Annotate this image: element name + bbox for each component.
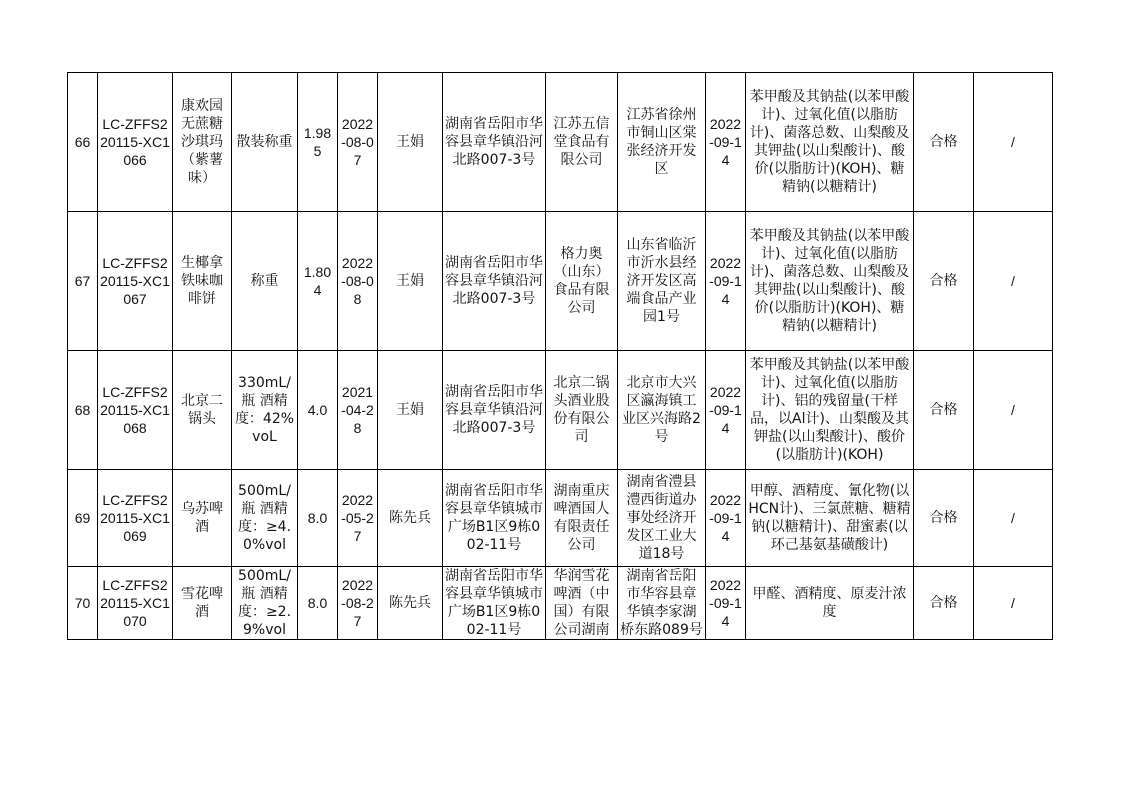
table-row [68, 470, 1053, 567]
product-name: 雪花啤酒 [173, 567, 232, 640]
producer-address: 湖南省岳阳市华容县章华镇李家湖桥东路089号 [618, 567, 706, 640]
quantity: 8.0 [298, 470, 338, 567]
sample-code: LC-ZFFS220115-XC1066 [98, 73, 173, 212]
remark: / [974, 567, 1053, 640]
sampled-unit-person: 王娟 [378, 73, 443, 212]
test-date: 2022-09-14 [706, 351, 746, 470]
row-number: 68 [68, 351, 98, 470]
producer-name: 华润雪花啤酒（中国）有限公司湖南 [546, 567, 618, 640]
test-result: 合格 [914, 212, 974, 351]
sampled-unit-person: 王娟 [378, 351, 443, 470]
sampled-address: 湖南省岳阳市华容县章华镇沿河北路007-3号 [443, 351, 546, 470]
sampled-unit-person: 王娟 [378, 212, 443, 351]
producer-address: 山东省临沂市沂水县经济开发区高端食品产业园1号 [618, 212, 706, 351]
table-row [68, 567, 1053, 640]
sampled-address: 湖南省岳阳市华容县章华镇沿河北路007-3号 [443, 212, 546, 351]
test-items: 甲醛、酒精度、原麦汁浓度 [746, 567, 914, 640]
remark: / [974, 470, 1053, 567]
test-items: 苯甲酸及其钠盐(以苯甲酸计)、过氧化值(以脂肪计)、菌落总数、山梨酸及其钾盐(以山梨酸计)、酸价(以脂肪计)(KOH)、糖精钠(以糖精计) [746, 73, 914, 212]
production-date: 2022-08-08 [338, 212, 378, 351]
sampled-address: 湖南省岳阳市华容县章华镇沿河北路007-3号 [443, 73, 546, 212]
row-number: 66 [68, 73, 98, 212]
test-result: 合格 [914, 470, 974, 567]
test-items: 苯甲酸及其钠盐(以苯甲酸计)、过氧化值(以脂肪计)、铝的残留量(干样品，以Al计)、山梨酸及其钾盐(以山梨酸计)、酸价(以脂肪计)(KOH) [746, 351, 914, 470]
remark: / [974, 73, 1053, 212]
test-result: 合格 [914, 567, 974, 640]
table-row [68, 351, 1053, 470]
row-number: 67 [68, 212, 98, 351]
table-row [68, 73, 1053, 212]
quantity: 8.0 [298, 567, 338, 640]
test-date: 2022-09-14 [706, 470, 746, 567]
test-result: 合格 [914, 351, 974, 470]
production-date: 2022-05-27 [338, 470, 378, 567]
sample-code: LC-ZFFS220115-XC1067 [98, 212, 173, 351]
specification: 散装称重 [232, 73, 298, 212]
specification: 500mL/瓶 酒精度：≥4.0%vol [232, 470, 298, 567]
specification: 500mL/瓶 酒精度：≥2.9%vol [232, 567, 298, 640]
sampled-unit-person: 陈先兵 [378, 470, 443, 567]
row-number: 69 [68, 470, 98, 567]
product-name: 北京二锅头 [173, 351, 232, 470]
producer-address: 江苏省徐州市铜山区棠张经济开发区 [618, 73, 706, 212]
results-table [67, 72, 1053, 640]
sample-code: LC-ZFFS220115-XC1069 [98, 470, 173, 567]
test-items: 苯甲酸及其钠盐(以苯甲酸计)、过氧化值(以脂肪计)、菌落总数、山梨酸及其钾盐(以山梨酸计)、酸价(以脂肪计)(KOH)、糖精钠(以糖精计) [746, 212, 914, 351]
specification: 330mL/瓶 酒精度：42%voL [232, 351, 298, 470]
test-date: 2022-09-14 [706, 212, 746, 351]
producer-name: 江苏五信堂食品有限公司 [546, 73, 618, 212]
quantity: 4.0 [298, 351, 338, 470]
sample-code: LC-ZFFS220115-XC1068 [98, 351, 173, 470]
table-row [68, 212, 1053, 351]
production-date: 2022-08-27 [338, 567, 378, 640]
test-date: 2022-09-14 [706, 567, 746, 640]
production-date: 2022-08-07 [338, 73, 378, 212]
sample-code: LC-ZFFS220115-XC1070 [98, 567, 173, 640]
specification: 称重 [232, 212, 298, 351]
remark: / [974, 212, 1053, 351]
producer-address: 湖南省澧县澧西街道办事处经济开发区工业大道18号 [618, 470, 706, 567]
product-name: 生椰拿铁味咖啡饼 [173, 212, 232, 351]
producer-name: 北京二锅头酒业股份有限公司 [546, 351, 618, 470]
sampled-unit-person: 陈先兵 [378, 567, 443, 640]
quantity: 1.804 [298, 212, 338, 351]
producer-name: 湖南重庆啤酒国人有限责任公司 [546, 470, 618, 567]
producer-name: 格力奥（山东）食品有限公司 [546, 212, 618, 351]
product-name: 康欢园无蔗糖沙琪玛（紫薯味） [173, 73, 232, 212]
test-result: 合格 [914, 73, 974, 212]
producer-address: 北京市大兴区瀛海镇工业区兴海路2号 [618, 351, 706, 470]
quantity: 1.985 [298, 73, 338, 212]
test-date: 2022-09-14 [706, 73, 746, 212]
sampled-address: 湖南省岳阳市华容县章华镇城市广场B1区9栋002-11号 [443, 567, 546, 640]
sampled-address: 湖南省岳阳市华容县章华镇城市广场B1区9栋002-11号 [443, 470, 546, 567]
product-name: 乌苏啤酒 [173, 470, 232, 567]
production-date: 2021-04-28 [338, 351, 378, 470]
row-number: 70 [68, 567, 98, 640]
remark: / [974, 351, 1053, 470]
test-items: 甲醇、酒精度、氰化物(以HCN计)、三氯蔗糖、糖精钠(以糖精计)、甜蜜素(以环己基氨基磺酸计) [746, 470, 914, 567]
